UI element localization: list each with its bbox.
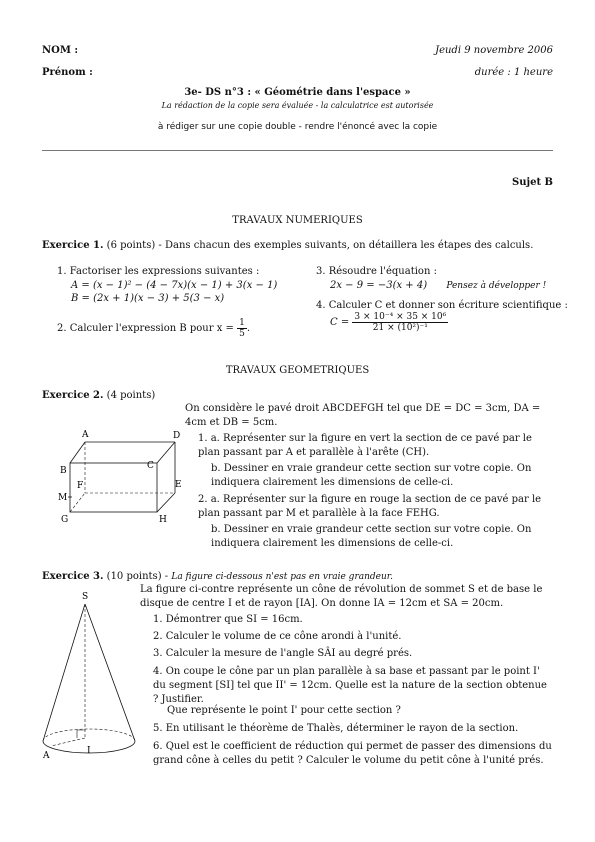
exercise-2-q1a: 1. a. Représenter sur la figure en vert la section de ce pavé par le plan passant par A et parallèle à l'arête (CH). [198, 433, 532, 458]
exercise-2-label: Exercice 2. [42, 390, 104, 401]
exercise-2-intro: On considère le pavé droit ABCDEFGH tel que DE = DC = 3cm, DA = 4cm et DB = 5cm. [185, 403, 541, 428]
cone-label-i: I [87, 746, 91, 756]
exercise-2-points: (4 points) [106, 390, 156, 401]
exercise-1-label: Exercice 1. [42, 240, 104, 251]
exercise-3-points: (10 points) - [106, 571, 169, 582]
cone-label-a: A [43, 751, 50, 761]
exercise-3-q4: 4. On coupe le cône par un plan parallèle à sa base et passant par le point I' du segment [SI] tel que II' = 12cm. Quelle est la nature de la section obtenue ? Justifier. [153, 666, 547, 705]
question-1-3: 3. Résoudre l'équation : [316, 266, 437, 277]
question-1-2: 2. Calculer l'expression B pour x = $\frac{1}{5}$ . [57, 318, 251, 339]
cuboid-figure [55, 425, 190, 525]
expression-c-numerator: 3 × 10⁻⁴ × 35 × 10⁶ [354, 312, 447, 322]
equation-line [330, 280, 546, 291]
exercise-3-label: Exercice 3. [42, 571, 104, 582]
nom-label: NOM : [42, 45, 79, 56]
sujet-label: Sujet B [511, 177, 553, 188]
question-1-2-text: 2. Calculer l'expression B pour x = [57, 323, 234, 334]
exercise-3-q4b: Que représente le point I' pour cette section ? [167, 705, 401, 716]
exercise-3-q2: 2. Calculer le volume de ce cône arondi à l'unité. [153, 631, 402, 642]
point-label-m: M [58, 493, 68, 503]
vertex-label-e: E [175, 480, 182, 490]
exercise-1-line [42, 240, 533, 251]
vertex-label-c: C [147, 461, 154, 471]
fraction-numerator: 1 [239, 318, 245, 328]
exercise-3-line [42, 571, 393, 582]
vertex-label-h: H [159, 515, 167, 525]
expression-c [330, 312, 448, 333]
equation-hint: Pensez à développer ! [446, 281, 547, 291]
exercise-2-q2b: b. Dessiner en vraie grandeur cette section sur votre copie. On indiquera clairement les dimensions de celle-ci. [211, 524, 532, 549]
vertex-label-a: A [82, 430, 89, 440]
numeric-heading: TRAVAUX NUMERIQUES [232, 215, 363, 226]
exercise-3-q1: 1. Démontrer que SI = 16cm. [153, 614, 303, 625]
geometric-heading: TRAVAUX GEOMETRIQUES [225, 365, 370, 376]
exercise-3-q3: 3. Calculer la mesure de l'angle SÂI au degré prés. [153, 648, 413, 659]
exercise-1-points: (6 points) - Dans chacun des exemples suivants, on détaillera les étapes des calculs. [106, 240, 534, 251]
exam-duration: durée : 1 heure [474, 67, 553, 78]
exercise-2-line [42, 390, 155, 401]
page-subtitle: La rédaction de la copie sera évaluée - la calculatrice est autorisée [161, 101, 434, 110]
vertex-label-g: G [61, 515, 69, 525]
expression-c-label: C = [330, 317, 350, 328]
expression-c-fraction [352, 312, 448, 333]
expression-b: B = (2x + 1)(x − 3) + 5(3 − x) [71, 293, 225, 304]
exercise-3-note: La figure ci-dessous n'est pas en vraie grandeur. [171, 572, 393, 582]
exercise-3-intro: La figure ci-contre représente un cône de révolution de sommet S et de base le disque de centre I et de rayon [IA]. On donne IA = 12cm et SA = 20cm. [140, 584, 543, 609]
prenom-label: Prénom : [42, 67, 93, 78]
expression-c-denominator: 21 × (10²)⁻¹ [372, 323, 428, 333]
equation: 2x − 9 = −3(x + 4) [330, 280, 428, 291]
fraction-one-fifth [237, 318, 247, 339]
expression-a: A = (x − 1)² − (4 − 7x)(x − 1) + 3(x − 1) [71, 280, 278, 291]
exam-date: Jeudi 9 novembre 2006 [435, 45, 553, 56]
vertex-label-b: B [60, 466, 67, 476]
cone-label-s: S [82, 592, 89, 602]
question-1-1: 1. Factoriser les expressions suivantes : [57, 266, 260, 277]
question-1-4: 4. Calculer C et donner son écriture scientifique : [316, 300, 568, 311]
header-divider [42, 150, 553, 151]
exercise-2-q1b: b. Dessiner en vraie grandeur cette section sur votre copie. On indiquera clairement les dimensions de celle-ci. [211, 463, 532, 488]
exercise-3-q5: 5. En utilisant le théorème de Thalès, déterminer le rayon de la section. [153, 723, 519, 734]
fraction-denominator: 5 [239, 329, 245, 339]
vertex-label-d: D [173, 431, 181, 441]
cone-figure [35, 588, 140, 788]
instruction-line: à rédiger sur une copie double - rendre l'énoncé avec la copie [157, 122, 438, 132]
exercise-2-q2a: 2. a. Représenter sur la figure en rouge la section de ce pavé par le plan passant par M et parallèle à la face FEHG. [198, 494, 542, 519]
exercise-3-q6: 6. Quel est le coefficient de réduction qui permet de passer des dimensions du grand cône à celles du petit ? Calculer le volume du petit cône à l'unité prés. [153, 741, 552, 766]
page-title: 3e- DS n°3 : « Géométrie dans l'espace » [184, 87, 411, 98]
vertex-label-f: F [77, 481, 84, 491]
